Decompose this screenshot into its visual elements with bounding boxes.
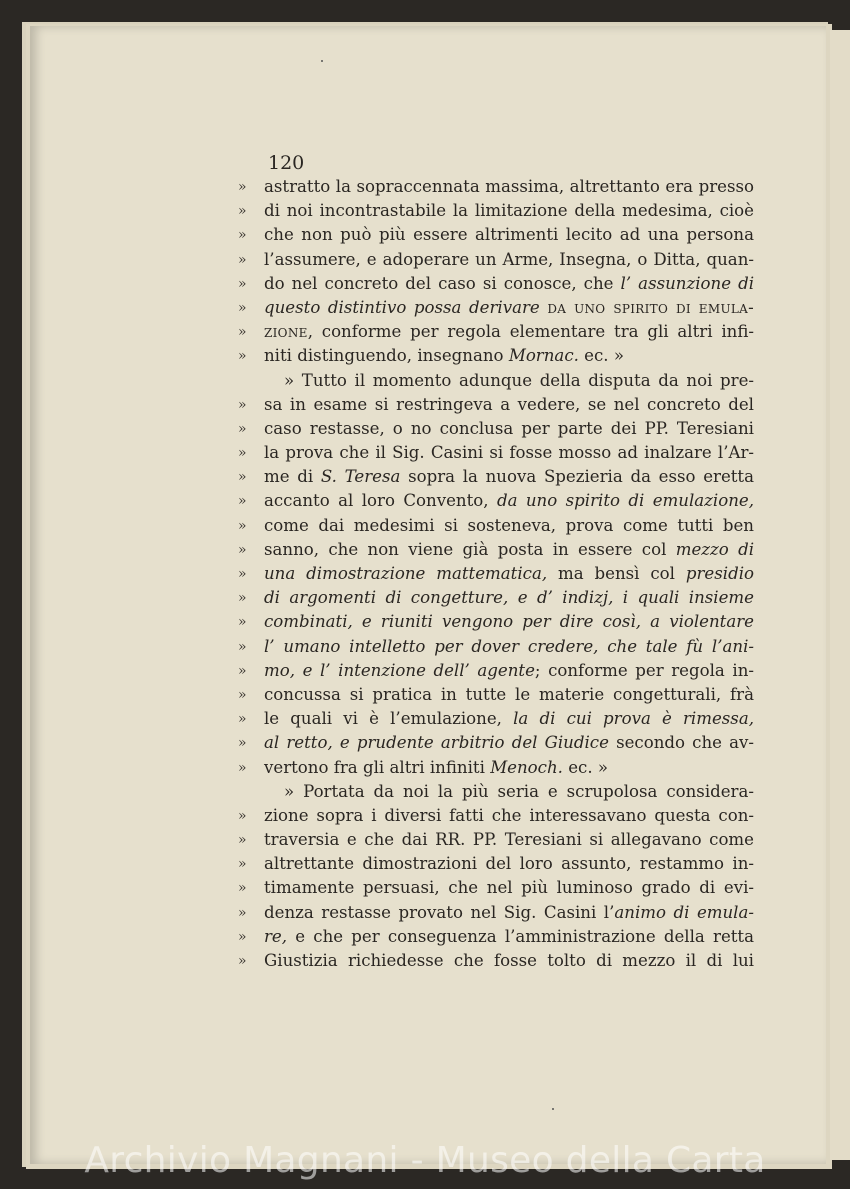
line-text <box>264 828 754 852</box>
text-line <box>238 417 754 441</box>
quote-mark: » <box>238 348 247 365</box>
italic-text: Mornac. <box>508 346 579 366</box>
italic-text: al retto, e prudente arbitrio del Giudice <box>264 733 609 753</box>
text-line <box>238 659 754 683</box>
italic-text: l’ umano intelletto per dover credere, che tale fù l’ani- <box>264 636 754 656</box>
quote-mark: » <box>238 590 247 607</box>
quote-mark: » <box>238 856 247 873</box>
line-text <box>264 683 754 707</box>
page-number: 120 <box>268 152 305 174</box>
quote-mark: » <box>238 445 247 462</box>
quote-mark: » <box>238 832 247 849</box>
quote-mark: » <box>238 179 247 195</box>
roman-text: secondo che av- <box>608 733 755 753</box>
roman-text: me di <box>264 467 321 487</box>
roman-text: le quali vi è l’emulazione, <box>264 709 514 729</box>
quote-mark: » <box>238 614 247 631</box>
italic-text: la di cui prova è rimessa, <box>513 709 754 729</box>
roman-text: vertono fra gli altri infiniti <box>264 757 491 777</box>
text-line <box>238 804 754 828</box>
roman-text: astratto la sopraccennata massima, altrettanto era presso <box>264 177 754 196</box>
text-line <box>238 199 754 223</box>
quote-mark: » <box>238 541 247 558</box>
quote-mark: » <box>238 953 247 969</box>
line-text <box>264 514 754 538</box>
roman-text: la prova che il Sig. Casini si fosse mosso ad inalzare l’Ar- <box>264 443 754 463</box>
text-line <box>238 465 754 489</box>
text-line <box>238 223 754 247</box>
text-line <box>238 393 754 417</box>
facing-page-edge <box>830 30 850 1160</box>
roman-text: timamente persuasi, che nel più luminoso grado di evi- <box>264 878 754 898</box>
roman-text: zione sopra i diversi fatti che interessavano questa con- <box>264 805 754 825</box>
line-text <box>264 635 754 659</box>
quote-mark: » <box>238 711 247 728</box>
roman-text: traversia e che dai RR. PP. Teresiani si allegavano come <box>264 830 754 850</box>
text-line <box>238 272 754 296</box>
line-text <box>284 780 754 804</box>
line-text <box>264 344 754 368</box>
line-text <box>264 199 754 223</box>
roman-text: l’assumere, e adoperare un Arme, Insegna, o Ditta, quan- <box>264 249 754 269</box>
text-line <box>238 780 754 804</box>
italic-text: mo, e l’ intenzione dell’ agente <box>264 660 535 680</box>
text-line <box>238 683 754 707</box>
quote-mark: » <box>238 566 247 582</box>
line-text <box>264 586 754 610</box>
roman-text: accanto al loro Convento, <box>264 491 497 511</box>
text-line <box>238 562 754 586</box>
italic-text: da uno spirito di emulazione, <box>496 491 754 511</box>
quote-mark: » <box>238 227 247 244</box>
roman-text: niti distinguendo, insegnano <box>264 346 509 366</box>
text-line <box>238 514 754 538</box>
text-line <box>238 489 754 513</box>
quote-mark: » <box>238 880 247 897</box>
roman-text: caso restasse, o no conclusa per parte dei PP. Teresiani <box>264 418 754 438</box>
italic-text: animo di emula- <box>614 902 754 922</box>
quote-mark: » <box>238 324 247 341</box>
quote-mark: » <box>238 251 247 268</box>
line-text <box>264 901 754 925</box>
line-text <box>264 538 754 562</box>
line-text <box>264 876 754 900</box>
text-line <box>238 320 754 344</box>
roman-text: sa in esame si restringeva a vedere, se nel concreto del <box>264 394 754 414</box>
text-line <box>238 175 754 199</box>
roman-text: , conforme per regola elementare tra gli altri infi- <box>307 322 754 342</box>
speck <box>321 60 323 62</box>
quote-mark: » <box>238 517 247 534</box>
line-text <box>264 272 754 296</box>
line-text <box>264 804 754 828</box>
italic-text: questo distintivo possa derivare <box>264 297 548 317</box>
quote-mark: » <box>238 396 247 413</box>
quote-mark: » <box>238 686 247 703</box>
italic-text: l’ assunzione di <box>620 273 755 293</box>
line-text <box>264 925 754 949</box>
italic-text: una dimostrazione mattematica, <box>264 564 548 583</box>
line-text <box>264 441 754 465</box>
italic-text: S. Teresa <box>320 467 401 487</box>
text-line <box>238 828 754 852</box>
italic-text: re, <box>264 926 288 946</box>
roman-text: » Tutto il momento adunque della disputa da noi pre- <box>284 370 754 390</box>
roman-text: e che per conseguenza l’amministrazione della retta <box>287 926 754 946</box>
line-text <box>284 369 754 393</box>
roman-text: che non può più essere altrimenti lecito ad una persona <box>264 225 754 245</box>
roman-text: come dai medesimi si sosteneva, prova come tutti ben <box>264 515 754 535</box>
body-text <box>238 175 754 973</box>
quote-mark: » <box>238 928 247 945</box>
italic-text: combinati, e riuniti vengono per dire così, a violentare <box>264 612 754 632</box>
roman-text: do nel concreto del caso si conosce, che <box>264 273 621 293</box>
line-text <box>264 756 754 780</box>
quote-mark: » <box>238 203 247 220</box>
roman-text: » Portata da noi la più seria e scrupolosa considera- <box>284 781 754 801</box>
quote-mark: » <box>238 420 247 437</box>
quote-mark: » <box>238 469 247 486</box>
quote-mark: » <box>238 807 247 824</box>
roman-text: altrettante dimostrazioni del loro assunto, restammo in- <box>264 854 754 874</box>
quote-mark: » <box>238 275 247 292</box>
text-line <box>238 441 754 465</box>
line-text <box>264 707 754 731</box>
quote-mark: » <box>238 735 247 752</box>
line-text <box>264 175 754 199</box>
roman-text: ec. » <box>578 346 624 366</box>
roman-text: Giustizia richiedesse che fosse tolto di mezzo il di lui <box>264 951 754 970</box>
text-line <box>238 949 754 973</box>
speck <box>552 1108 554 1110</box>
roman-text: sopra la nuova Spezieria da esso eretta <box>400 467 754 487</box>
line-text <box>264 223 754 247</box>
text-line <box>238 707 754 731</box>
line-text <box>264 393 754 417</box>
roman-text: ; conforme per regola in- <box>534 660 754 680</box>
line-text <box>264 489 754 513</box>
line-text <box>264 465 754 489</box>
roman-text: ec. » <box>562 757 609 777</box>
text-line <box>238 344 754 368</box>
text-line <box>238 901 754 925</box>
quote-mark: » <box>238 904 247 921</box>
text-line <box>238 876 754 900</box>
text-line <box>238 852 754 876</box>
quote-mark: » <box>238 493 247 510</box>
line-text <box>264 417 754 441</box>
italic-text: Menoch. <box>490 757 563 777</box>
text-line <box>238 369 754 393</box>
smallcaps-text: da uno spirito di emula- <box>547 297 755 317</box>
text-line <box>238 731 754 755</box>
quote-mark: » <box>238 662 247 679</box>
text-line <box>238 635 754 659</box>
text-line <box>238 538 754 562</box>
line-text <box>264 949 754 973</box>
roman-text: ma bensì col <box>547 564 686 583</box>
line-text <box>264 852 754 876</box>
italic-text: presidio <box>685 564 754 583</box>
text-line <box>238 248 754 272</box>
line-text <box>264 320 754 344</box>
smallcaps-text: zione <box>264 322 308 342</box>
text-line <box>238 756 754 780</box>
text-line <box>238 925 754 949</box>
italic-text: di argomenti di congetture, e d’ indizj, i quali insieme <box>264 588 754 608</box>
quote-mark: » <box>238 299 247 316</box>
line-text <box>264 562 754 586</box>
line-text <box>264 731 754 755</box>
roman-text: concussa si pratica in tutte le materie congetturali, frà <box>264 684 754 704</box>
line-text <box>264 248 754 272</box>
text-line <box>238 586 754 610</box>
italic-text: mezzo di <box>675 539 755 559</box>
line-text <box>264 296 754 320</box>
line-text <box>264 659 754 683</box>
quote-mark: » <box>238 638 247 655</box>
text-line <box>238 296 754 320</box>
roman-text: denza restasse provato nel Sig. Casini l’ <box>264 902 615 922</box>
roman-text: sanno, che non viene già posta in essere col <box>264 539 676 559</box>
roman-text: di noi incontrastabile la limitazione della medesima, cioè <box>264 201 754 221</box>
line-text <box>264 610 754 634</box>
quote-mark: » <box>238 759 247 776</box>
watermark: Archivio Magnani - Museo della Carta <box>84 1140 766 1181</box>
text-line <box>238 610 754 634</box>
